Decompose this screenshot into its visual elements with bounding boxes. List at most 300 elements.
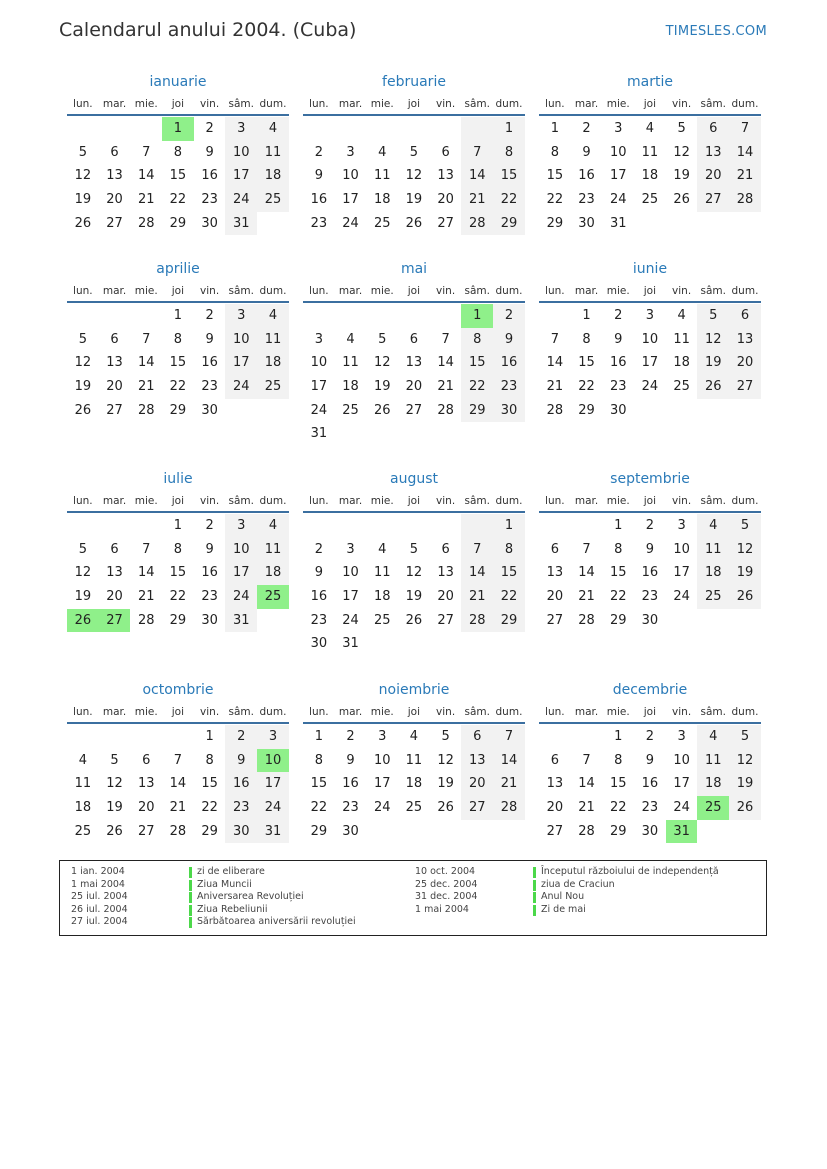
day-cell: 22: [609, 800, 627, 816]
empty-cell: [430, 514, 462, 538]
day-cell: 7: [142, 144, 151, 160]
day-cell: 24: [641, 379, 659, 395]
day-cell: 17: [342, 192, 359, 208]
day-cell: 3: [225, 514, 257, 538]
day-cell: 29: [493, 212, 525, 236]
legend-item: [71, 904, 356, 917]
weekday-label: mie.: [134, 98, 158, 110]
weekday-label: dum.: [259, 495, 287, 507]
day-cell: 9: [645, 541, 655, 557]
day-cell: 3: [645, 308, 655, 323]
day-grid: [539, 725, 761, 843]
day-grid: [67, 304, 289, 422]
day-cell: 20: [546, 589, 564, 605]
day-cell: 12: [673, 144, 690, 160]
weekday-label: joi: [171, 285, 185, 297]
holiday-marker-icon: [533, 880, 536, 891]
weekday-label: lun.: [545, 495, 565, 507]
month-februarie: [303, 72, 525, 235]
day-cell: 7: [550, 331, 559, 347]
empty-cell: [539, 514, 571, 538]
day-cell: 14: [578, 565, 595, 581]
weekday-header: [67, 94, 289, 116]
weekday-label: joi: [643, 98, 657, 110]
day-cell: 14: [169, 776, 187, 792]
weekday-label: mar.: [102, 98, 127, 110]
month-septembrie: [539, 469, 761, 632]
day-cell: 9: [205, 144, 214, 160]
day-cell: 22: [169, 379, 187, 395]
weekday-label: lun.: [309, 495, 329, 507]
day-cell: 23: [310, 215, 328, 231]
day-cell: 23: [493, 375, 525, 399]
weekday-label: mar.: [338, 98, 363, 110]
day-cell: 18: [373, 192, 391, 208]
day-cell: 15: [461, 351, 493, 375]
day-cell: 28: [169, 823, 187, 839]
day-cell: 25: [74, 823, 92, 839]
weekday-label: mie.: [134, 706, 158, 718]
day-cell: 3: [614, 121, 623, 136]
day-cell: 23: [201, 589, 218, 605]
day-cell: 10: [225, 538, 257, 562]
day-cell: 23: [641, 800, 659, 816]
month-mai: [303, 259, 525, 446]
day-cell: 25: [405, 800, 423, 816]
empty-cell: [398, 117, 430, 141]
day-cell: 6: [110, 331, 119, 347]
day-cell: 12: [373, 355, 391, 371]
day-cell: 22: [461, 375, 493, 399]
day-cell: 4: [378, 144, 387, 160]
day-cell: 12: [74, 355, 92, 371]
month-name: octombrie: [142, 682, 214, 698]
day-cell: 16: [225, 772, 257, 796]
day-cell: 27: [437, 612, 454, 628]
day-cell: 12: [106, 776, 123, 792]
weekday-header: [303, 491, 525, 513]
day-cell: 15: [169, 565, 187, 581]
day-cell: 20: [697, 164, 729, 188]
day-cell: 12: [729, 749, 761, 773]
day-cell: 24: [257, 796, 289, 820]
day-cell: 4: [677, 308, 686, 323]
day-cell: 27: [697, 188, 729, 212]
empty-cell: [67, 514, 99, 538]
day-cell: 14: [461, 164, 493, 188]
day-cell: 24: [673, 589, 690, 605]
weekday-label: mie.: [370, 98, 394, 110]
day-cell: 11: [373, 565, 391, 581]
day-cell: 23: [609, 379, 627, 395]
legend-item: [415, 904, 719, 917]
day-cell: 14: [137, 168, 155, 184]
weekday-label: mar.: [574, 285, 599, 297]
day-cell: 17: [673, 776, 690, 792]
weekday-label: sâm.: [464, 495, 491, 507]
weekday-label: sâm.: [464, 285, 491, 297]
day-cell: 24: [225, 188, 257, 212]
weekday-label: lun.: [545, 706, 565, 718]
weekday-label: vin.: [672, 285, 692, 297]
day-cell: 1: [205, 729, 214, 744]
empty-cell: [461, 514, 493, 538]
day-cell: 14: [546, 355, 564, 371]
day-cell: 28: [578, 823, 595, 839]
day-cell: 25: [673, 379, 690, 395]
day-cell: 18: [697, 772, 729, 796]
weekday-label: vin.: [200, 706, 220, 718]
day-cell: 29: [609, 612, 627, 628]
weekday-label: lun.: [309, 98, 329, 110]
day-cell: 6: [409, 331, 419, 347]
day-cell: 8: [173, 541, 183, 557]
day-cell: 2: [582, 121, 591, 136]
legend-date: 10 oct. 2004: [415, 866, 476, 877]
day-cell: 12: [74, 565, 92, 581]
day-cell: 21: [578, 589, 595, 605]
weekday-label: mie.: [134, 495, 158, 507]
legend-holiday-name: ziua de Craciun: [541, 878, 615, 890]
legend-holiday-name: Începutul războiului de independență: [541, 866, 719, 877]
empty-cell: [99, 514, 131, 538]
day-cell: 1: [493, 117, 525, 141]
day-cell: 11: [257, 538, 289, 562]
weekday-label: mie.: [370, 285, 394, 297]
day-cell: 29: [578, 402, 595, 418]
day-cell: 31: [609, 215, 627, 231]
holiday-day-cell: 1: [461, 304, 493, 328]
day-cell: 8: [493, 538, 525, 562]
legend-item: [71, 916, 356, 929]
weekday-label: lun.: [73, 285, 93, 297]
empty-cell: [130, 304, 162, 328]
day-cell: 24: [225, 375, 257, 399]
day-cell: 9: [614, 331, 623, 347]
day-cell: 3: [225, 117, 257, 141]
day-cell: 13: [106, 565, 123, 581]
day-cell: 2: [493, 304, 525, 328]
day-cell: 29: [169, 402, 187, 418]
day-cell: 6: [461, 725, 493, 749]
day-cell: 6: [697, 117, 729, 141]
weekday-label: joi: [643, 706, 657, 718]
day-cell: 2: [314, 541, 323, 557]
weekday-label: dum.: [259, 98, 287, 110]
legend-date: 25 iul. 2004: [71, 891, 128, 903]
empty-cell: [461, 117, 493, 141]
day-cell: 8: [614, 752, 623, 768]
day-cell: 3: [346, 144, 355, 160]
holiday-marker-icon: [533, 905, 536, 916]
day-cell: 2: [205, 518, 214, 533]
weekday-header: [303, 702, 525, 724]
day-cell: 3: [677, 729, 686, 744]
weekday-label: vin.: [672, 98, 692, 110]
weekday-label: dum.: [495, 495, 523, 507]
day-cell: 1: [314, 729, 323, 744]
weekday-header: [539, 702, 761, 724]
page-title: Calendarul anului 2004. (Cuba): [59, 19, 357, 41]
day-cell: 3: [677, 518, 686, 533]
day-cell: 21: [137, 379, 155, 395]
weekday-label: mie.: [134, 285, 158, 297]
day-cell: 13: [546, 565, 564, 581]
day-cell: 19: [673, 168, 690, 184]
day-cell: 30: [578, 215, 595, 231]
day-cell: 9: [493, 328, 525, 352]
weekday-label: dum.: [495, 285, 523, 297]
day-cell: 27: [106, 402, 123, 418]
day-cell: 18: [257, 351, 289, 375]
brand-logo[interactable]: TIMESLES.COM: [665, 24, 767, 39]
day-cell: 27: [546, 612, 564, 628]
day-cell: 22: [169, 192, 187, 208]
weekday-label: sâm.: [700, 495, 727, 507]
day-cell: 27: [546, 823, 564, 839]
day-cell: 30: [493, 399, 525, 423]
day-cell: 30: [201, 402, 218, 418]
day-cell: 7: [582, 541, 591, 557]
holiday-marker-icon: [189, 917, 192, 928]
day-cell: 4: [257, 514, 289, 538]
day-cell: 21: [493, 772, 525, 796]
day-cell: 26: [106, 823, 123, 839]
weekday-label: mar.: [338, 706, 363, 718]
day-cell: 9: [582, 144, 591, 160]
weekday-label: mar.: [338, 495, 363, 507]
day-cell: 15: [493, 561, 525, 585]
day-cell: 3: [314, 331, 323, 347]
day-cell: 17: [225, 561, 257, 585]
day-cell: 18: [641, 168, 659, 184]
day-cell: 19: [74, 192, 92, 208]
day-cell: 18: [697, 561, 729, 585]
day-cell: 18: [257, 561, 289, 585]
day-cell: 20: [106, 379, 123, 395]
day-grid: [303, 725, 525, 843]
empty-cell: [366, 117, 398, 141]
day-cell: 26: [74, 215, 92, 231]
day-cell: 16: [578, 168, 595, 184]
day-cell: 20: [729, 351, 761, 375]
day-cell: 13: [697, 141, 729, 165]
day-cell: 9: [205, 331, 214, 347]
weekday-label: dum.: [731, 495, 759, 507]
day-cell: 19: [74, 589, 92, 605]
weekday-label: lun.: [545, 98, 565, 110]
weekday-label: vin.: [200, 98, 220, 110]
weekday-label: vin.: [200, 495, 220, 507]
day-cell: 16: [641, 565, 659, 581]
day-cell: 16: [641, 776, 659, 792]
day-cell: 29: [310, 823, 328, 839]
weekday-header: [303, 281, 525, 303]
day-cell: 23: [641, 589, 659, 605]
empty-cell: [571, 514, 603, 538]
weekday-label: mar.: [102, 706, 127, 718]
day-cell: 2: [225, 725, 257, 749]
weekday-label: lun.: [545, 285, 565, 297]
day-cell: 1: [550, 121, 559, 136]
legend-date: 27 iul. 2004: [71, 916, 128, 928]
day-cell: 25: [641, 192, 659, 208]
day-cell: 2: [205, 308, 214, 323]
day-cell: 27: [729, 375, 761, 399]
month-name: noiembrie: [378, 682, 450, 698]
weekday-label: sâm.: [700, 706, 727, 718]
day-cell: 5: [697, 304, 729, 328]
day-cell: 4: [697, 514, 729, 538]
legend-item: [71, 879, 356, 892]
day-cell: 11: [342, 355, 359, 371]
weekday-label: sâm.: [464, 98, 491, 110]
day-cell: 6: [110, 144, 119, 160]
weekday-label: mar.: [102, 495, 127, 507]
day-cell: 2: [205, 121, 214, 136]
day-cell: 7: [461, 141, 493, 165]
day-cell: 26: [373, 402, 391, 418]
weekday-label: sâm.: [228, 706, 255, 718]
day-cell: 15: [578, 355, 595, 371]
day-cell: 24: [673, 800, 690, 816]
day-cell: 18: [673, 355, 690, 371]
weekday-header: [67, 281, 289, 303]
weekday-header: [67, 702, 289, 724]
day-cell: 22: [578, 379, 595, 395]
day-cell: 16: [493, 351, 525, 375]
empty-cell: [67, 725, 99, 749]
holiday-marker-icon: [189, 892, 192, 903]
weekday-label: joi: [407, 98, 421, 110]
day-cell: 1: [173, 518, 183, 533]
day-cell: 13: [461, 749, 493, 773]
day-cell: 30: [201, 612, 218, 628]
day-cell: 13: [106, 168, 123, 184]
day-grid: [67, 725, 289, 843]
weekday-label: lun.: [73, 495, 93, 507]
weekday-label: lun.: [309, 706, 329, 718]
day-cell: 12: [437, 752, 454, 768]
day-cell: 26: [405, 215, 423, 231]
day-cell: 17: [373, 776, 391, 792]
day-cell: 25: [257, 375, 289, 399]
day-cell: 22: [609, 589, 627, 605]
day-cell: 15: [609, 776, 627, 792]
day-cell: 14: [729, 141, 761, 165]
weekday-label: joi: [643, 495, 657, 507]
day-cell: 23: [342, 800, 359, 816]
day-cell: 24: [342, 215, 359, 231]
day-cell: 11: [697, 749, 729, 773]
day-cell: 16: [201, 565, 218, 581]
empty-cell: [398, 514, 430, 538]
day-cell: 10: [342, 168, 359, 184]
day-cell: 14: [437, 355, 454, 371]
day-cell: 10: [373, 752, 391, 768]
day-cell: 31: [257, 820, 289, 844]
day-cell: 19: [373, 379, 391, 395]
day-cell: 11: [673, 331, 690, 347]
day-cell: 14: [461, 561, 493, 585]
day-cell: 7: [142, 331, 151, 347]
empty-cell: [303, 304, 335, 328]
day-cell: 2: [645, 518, 655, 533]
holiday-legend: [59, 860, 767, 936]
day-cell: 4: [78, 752, 87, 768]
day-cell: 7: [142, 541, 151, 557]
day-cell: 23: [201, 379, 218, 395]
day-cell: 8: [461, 328, 493, 352]
month-name: iulie: [163, 471, 193, 487]
empty-cell: [335, 514, 367, 538]
legend-item: [71, 891, 356, 904]
day-grid: [303, 514, 525, 656]
month-name: septembrie: [610, 471, 690, 487]
day-cell: 21: [169, 800, 187, 816]
day-cell: 29: [461, 399, 493, 423]
day-cell: 5: [441, 729, 450, 744]
day-cell: 7: [461, 538, 493, 562]
day-cell: 30: [609, 402, 627, 418]
day-cell: 19: [74, 379, 92, 395]
day-cell: 15: [546, 168, 564, 184]
day-cell: 6: [550, 541, 559, 557]
day-cell: 15: [169, 355, 187, 371]
day-cell: 1: [614, 729, 623, 744]
weekday-label: mie.: [606, 706, 630, 718]
month-octombrie: [67, 680, 289, 843]
weekday-label: dum.: [495, 98, 523, 110]
weekday-label: sâm.: [228, 495, 255, 507]
day-cell: 20: [137, 800, 155, 816]
weekday-label: mie.: [370, 706, 394, 718]
day-cell: 30: [342, 823, 359, 839]
day-cell: 10: [310, 355, 328, 371]
weekday-label: mar.: [574, 706, 599, 718]
day-cell: 22: [546, 192, 564, 208]
weekday-header: [539, 281, 761, 303]
holiday-day-cell: 25: [257, 585, 289, 609]
day-cell: 28: [461, 212, 493, 236]
month-noiembrie: [303, 680, 525, 843]
day-cell: 27: [137, 823, 155, 839]
month-iunie: [539, 259, 761, 422]
day-cell: 20: [437, 589, 454, 605]
month-name: februarie: [382, 74, 446, 90]
day-cell: 26: [437, 800, 454, 816]
legend-holiday-name: Ziua Rebeliunii: [197, 903, 268, 915]
day-cell: 17: [609, 168, 627, 184]
day-cell: 19: [437, 776, 454, 792]
day-cell: 10: [225, 141, 257, 165]
day-cell: 4: [257, 304, 289, 328]
day-cell: 21: [461, 188, 493, 212]
day-cell: 17: [673, 565, 690, 581]
weekday-label: dum.: [259, 706, 287, 718]
legend-holiday-name: Sărbătoarea aniversării revoluției: [197, 916, 356, 928]
day-cell: 28: [461, 609, 493, 633]
weekday-label: mie.: [606, 285, 630, 297]
holiday-marker-icon: [189, 880, 192, 891]
month-aprilie: [67, 259, 289, 422]
holiday-marker-icon: [189, 905, 192, 916]
day-cell: 3: [257, 725, 289, 749]
day-cell: 7: [729, 117, 761, 141]
month-iulie: [67, 469, 289, 632]
day-cell: 5: [78, 541, 87, 557]
day-cell: 17: [225, 351, 257, 375]
